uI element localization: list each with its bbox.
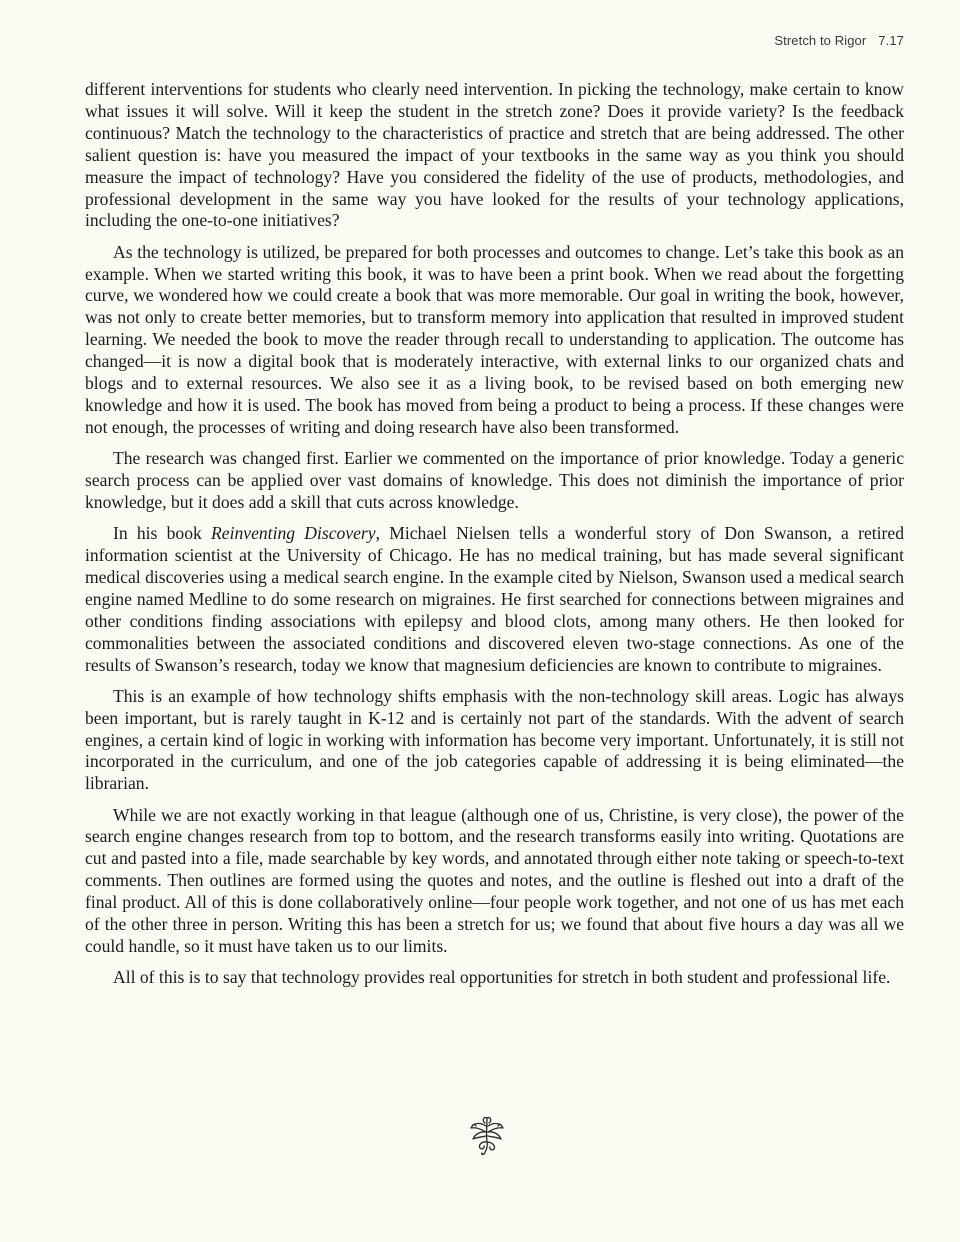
page-number: 7.17 [878, 33, 904, 48]
paragraph-4-rest: , Michael Nielsen tells a wonderful story of Don Swanson, a retired information scientist at the University of Chicago. He has no medical training, but has made several significant medical discoveries using a medical search engine. In the example cited by Nielson, Swanson used a medical search engine named Medline to do some research on migraines. He first searched for connections between migraines and other conditions finding associations with epilepsy and blood clots, among many others. He then looked for commonalities between the associated conditions and discovered eleven two-stage connections. As one of the results of Swanson’s research, today we know that magnesium deficiencies are known to contribute to migraines. [85, 523, 904, 675]
paragraph-7: All of this is to say that technology provides real opportunities for stretch in both student and professional life. [113, 967, 891, 988]
paragraph-2: As the technology is utilized, be prepared for both processes and outcomes to change. Let’s take this book as an example. When we started writing this book, it was to have been a print book. When we read about the forgetting curve, we wondered how we could create a book that was more memorable. Our goal in writing the book, however, was not only to create better memories, but to transform memory into application that resulted in improved student learning. We needed the book to move the reader through recall to understanding to application. The outcome has changed—it is now a digital book that is moderately interactive, with external links to our organized chats and blogs and to external resources. We also see it as a living book, to be revised based on both emerging new knowledge and how it is used. The book has moved from being a product to being a process. If these changes were not enough, the processes of writing and doing research have also been transformed. [85, 241, 904, 437]
running-header [774, 33, 904, 48]
paragraph-6: While we are not exactly working in that league (although one of us, Christine, is very close), the power of the search engine changes research from top to bottom, and the research transforms easily into writing. Quotations are cut and pasted into a file, made searchable by key words, and annotated through either note taking or speech-to-text comments. Then outlines are formed using the quotes and notes, and the outline is fleshed out into a draft of the final product. All of this is done collaboratively online—four people work together, and not one of us has met each of the other three in person. Writing this has been a stretch for us; we found that about five hours a day was all we could handle, so it must have taken us to our limits. [85, 804, 904, 957]
paragraph-4 [85, 523, 904, 676]
running-title: Stretch to Rigor [774, 33, 867, 48]
paragraph-5: This is an example of how technology shifts emphasis with the non-technology skill areas. Logic has always been important, but is rarely taught in K-12 and is certainly not part of the standards. With the advent of search engines, a certain kind of logic in working with information has become very important. Unfortunately, it is still not incorporated in the curriculum, and one of the job categories capable of addressing it is being eliminated—the librarian. [85, 685, 904, 794]
paragraph-3: The research was changed first. Earlier we commented on the importance of prior knowledge. Today a generic search process can be applied over vast domains of knowledge. This does not diminish the importance of prior knowledge, but it does add a skill that cuts across knowledge. [85, 448, 904, 512]
book-title: Reinventing Discovery [211, 523, 376, 544]
paragraph-4-lead: In his book [113, 523, 212, 544]
botanical-flourish-icon [464, 1112, 510, 1158]
body-text [85, 79, 904, 998]
paragraph-1: different interventions for students who clearly need intervention. In picking the technology, make certain to know what issues it will solve. Will it keep the student in the stretch zone? Does it provide variety? Is the feedback continuous? Match the technology to the characteristics of practice and stretch that are being addressed. The other salient question is: have you measured the impact of your textbooks in the same way as you think you should measure the impact of technology? Have you considered the fidelity of the use of products, methodologies, and professional development in the same way you have looked for the results of your technology applications, including the one-to-one initiatives? [85, 79, 904, 231]
